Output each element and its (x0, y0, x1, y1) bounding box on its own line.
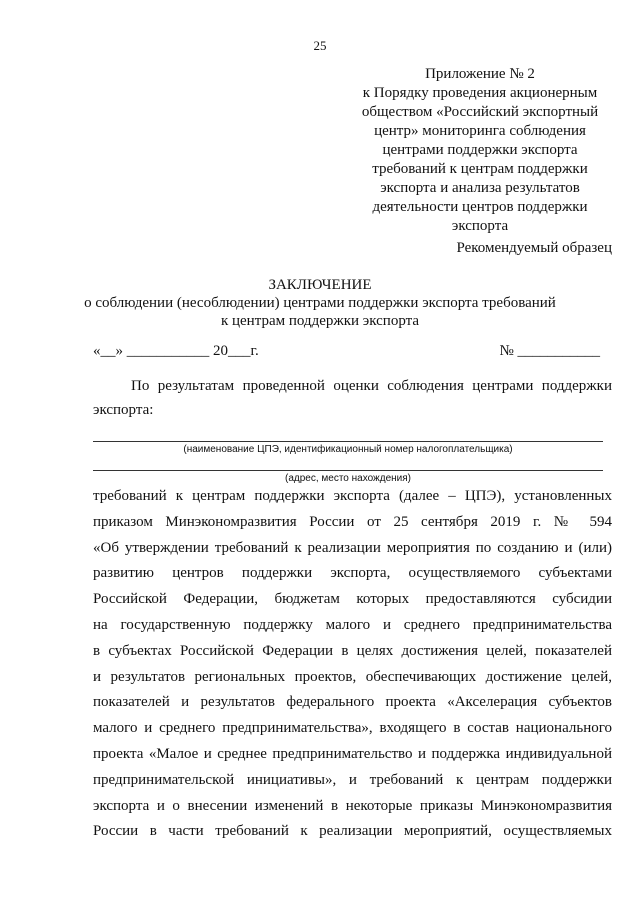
address-blank (93, 470, 603, 471)
body-line: и результатов региональных проектов, обеспечивающих достижение целей, (93, 668, 612, 685)
body-line: Российской Федерации, бюджетам которых предоставляются субсидии (93, 591, 612, 608)
appendix-line: обществом «Российский экспортный (361, 104, 599, 120)
body-line: развитию центров поддержки экспорта, осуществляемого субъектами (93, 565, 612, 582)
body-line: показателей и результатов федерального проекта «Акселерация субъектов (93, 694, 612, 711)
appendix-block (355, 65, 605, 236)
body-paragraph (93, 484, 612, 845)
organization-name-caption: (наименование ЦПЭ, идентификационный номер налогоплательщика) (183, 444, 513, 455)
appendix-line: к Порядку проведения акционерным (362, 85, 598, 101)
body-line: экспорта и о внесении изменений в некоторые приказы Минэкономразвития (93, 797, 612, 814)
document-title-block (0, 276, 640, 330)
appendix-line: деятельности центров поддержки (372, 199, 588, 215)
number-field: № ___________ (499, 343, 600, 359)
body-line: малого и среднего предпринимательства», входящего в состав национального (93, 720, 612, 737)
page-number: 25 (313, 38, 327, 53)
body-line: предпринимательской инициативы», и требований к центрам поддержки (93, 771, 612, 788)
body-line: приказом Минэкономразвития России от 25 сентября 2019 г. № 594 (93, 513, 612, 530)
body-line: требований к центрам поддержки экспорта (далее – ЦПЭ), установленных (93, 488, 612, 504)
sample-label: Рекомендуемый образец (456, 240, 612, 256)
document-subtitle-line: к центрам поддержки экспорта (220, 313, 420, 329)
body-line: проекта «Малое и среднее предпринимательство и поддержка индивидуальной (93, 745, 612, 762)
organization-name-blank (93, 441, 603, 442)
appendix-line: центр» мониторинга соблюдения (374, 123, 586, 139)
address-caption: (адрес, место нахождения) (284, 473, 411, 484)
body-line: «Об утверждении требований к реализации мероприятия по созданию и (или) (93, 539, 612, 556)
document-heading: ЗАКЛЮЧЕНИЕ (268, 277, 372, 293)
intro-paragraph: По результатам проведенной оценки соблюдения центрами поддержки экспорта: (93, 378, 612, 418)
appendix-title: Приложение № 2 (425, 66, 535, 82)
appendix-line: центрами поддержки экспорта (382, 142, 578, 158)
body-line: России в части требований к реализации мероприятий, осуществляемых (93, 823, 612, 840)
body-line: на государственную поддержку малого и среднего предпринимательства (93, 616, 612, 633)
date-field: «__» ___________ 20___г. (93, 343, 259, 359)
body-line: в субъектах Российской Федерации в целях достижения целей, показателей (93, 642, 612, 659)
appendix-line: требований к центрам поддержки (372, 161, 588, 177)
document-subtitle-line: о соблюдении (несоблюдении) центрами поддержки экспорта требований (84, 295, 556, 311)
appendix-line: экспорта и анализа результатов (380, 180, 580, 196)
appendix-line: экспорта (451, 218, 509, 234)
